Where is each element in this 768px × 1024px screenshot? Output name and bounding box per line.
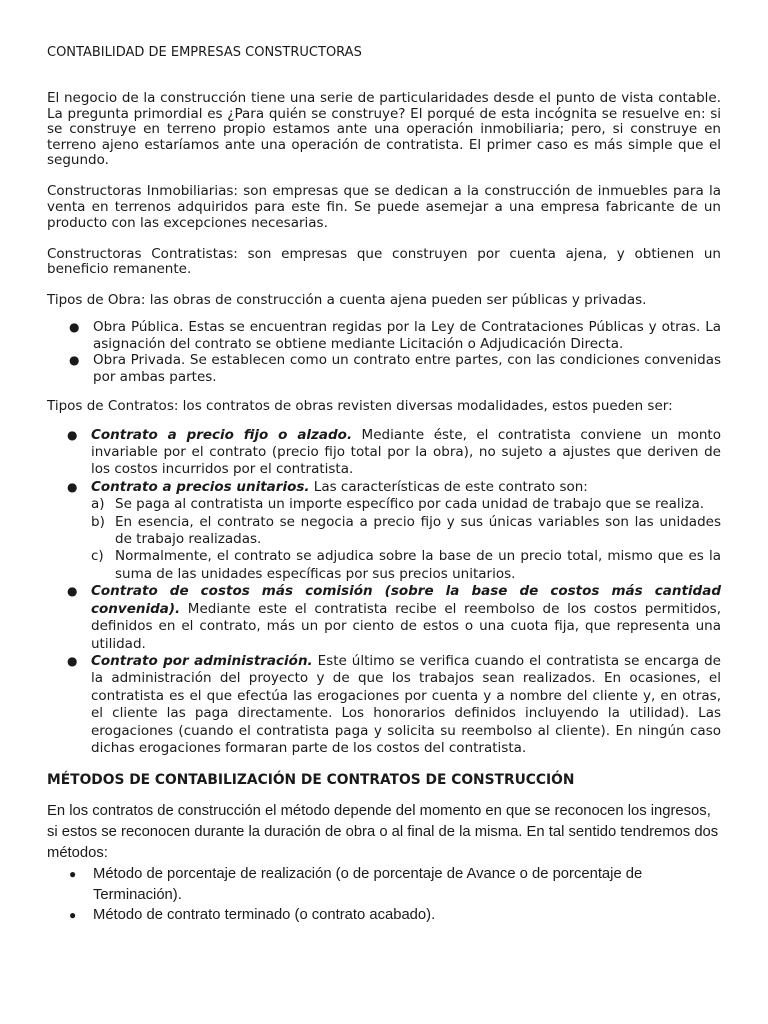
contrato-heading: Contrato por administración. [91, 652, 313, 669]
contratos-list [47, 427, 721, 758]
bullet-icon: ● [67, 427, 78, 442]
obra-privada-text: Obra Privada. Se establecen como un contrato entre partes, con las condiciones convenidas por ambas partes. [93, 352, 721, 385]
bullet-icon: ● [69, 353, 80, 368]
sub-list-item [91, 548, 721, 583]
obra-publica-text: Obra Pública. Estas se encuentran regidas por la Ley de Contrataciones Públicas y otras. La asignación del contrato se obtiene mediante Licitación o Adjudicación Directa. [93, 319, 721, 352]
bullet-icon: ● [67, 479, 78, 494]
contrato-text: Este último se verifica cuando el contratista se encarga de la administración del proyecto y de que los trabajos sean realizados. En ocasiones, el contratista es el que efectúa las erogaciones por cuenta y a nombre del cliente y, en otras, el cliente las paga directamente. Los honorarios definidos incluyendo la utilidad). Las erogaciones (cuando el contratista paga y solicita su reembolso al cliente). En ningún caso dichas erogaciones formaran parte de los costos del contratista. [91, 652, 721, 756]
metodo-text: Método de contrato terminado (o contrato acabado). [93, 907, 436, 924]
metodos-list [47, 864, 721, 926]
tipos-contratos-paragraph: Tipos de Contratos: los contratos de obras revisten diversas modalidades, estos pueden ser: [47, 398, 673, 415]
document-title: CONTABILIDAD DE EMPRESAS CONSTRUCTORAS [47, 45, 362, 60]
section-title: MÉTODOS DE CONTABILIZACIÓN DE CONTRATOS DE CONSTRUCCIÓN [47, 772, 575, 789]
contrato-text: Mediante éste, el contratista conviene un monto invariable por el contrato (precio fijo total por la obra), no sujeto a ajustes que deriven de los costos incurridos por el contratista. [91, 426, 721, 478]
list-item [47, 864, 721, 906]
inmobiliarias-paragraph: Constructoras Inmobiliarias: son empresas que se dedican a la construcción de inmuebles para la venta en terrenos adquiridos para este fin. Se puede asemejar a una empresa fabricante de un producto con las excepciones necesarias. [47, 183, 721, 231]
contrato-text: Las características de este contrato son: [309, 478, 588, 495]
sub-text: En esencia, el contrato se negocia a precio fijo y sus únicas variables son las unidades de trabajo realizadas. [115, 513, 721, 548]
list-item [47, 653, 721, 757]
contrato-heading: Contrato de costos más comisión (sobre la base de costos más cantidad convenida). [91, 583, 721, 617]
list-item [47, 427, 721, 479]
obra-list [47, 319, 721, 385]
sub-marker: c) [91, 548, 104, 565]
list-item [47, 352, 721, 385]
intro-paragraph: El negocio de la construcción tiene una serie de particularidades desde el punto de vista contable. La pregunta primordial es ¿Para quién se construye? El porqué de esta incógnita se resuelve en: si se construye en terreno propio estamos ante una operación inmobiliaria; pero, si construye en terreno ajeno estaríamos ante una operación de contratista. El primer caso es más simple que el segundo. [47, 90, 721, 169]
bullet-icon: ● [67, 584, 78, 599]
sub-text: Se paga al contratista un importe específico por cada unidad de trabajo que se realiza. [115, 496, 705, 513]
bullet-icon: ● [69, 320, 80, 335]
sub-list-item [91, 514, 721, 549]
contratistas-paragraph: Constructoras Contratistas: son empresas que construyen por cuenta ajena, y obtienen un beneficio remanente. [47, 245, 721, 278]
sub-marker: b) [91, 513, 105, 530]
contrato-text: Mediante este el contratista recibe el reembolso de los costos permitidos, definidos en el contrato, más un por ciento de estos o una cuota fija, que representa una utilidad. [91, 600, 721, 652]
bullet-icon: ● [69, 908, 77, 923]
bullet-icon: ● [67, 653, 78, 668]
contrato-heading: Contrato a precio fijo o alzado. [91, 426, 353, 443]
tipos-obra-paragraph: Tipos de Obra: las obras de construcción a cuenta ajena pueden ser públicas y privadas. [47, 292, 647, 309]
list-item [47, 905, 721, 926]
sub-marker: a) [91, 496, 105, 513]
sub-list-item [91, 496, 721, 513]
list-item [47, 479, 721, 583]
bullet-icon: ● [69, 866, 77, 881]
contrato-heading: Contrato a precios unitarios. [91, 478, 310, 495]
list-item [47, 319, 721, 352]
list-item [47, 583, 721, 653]
metodos-intro-paragraph: En los contratos de construcción el método depende del momento en que se reconocen los ingresos, si estos se reconocen durante la duración de obra o al final de la misma. En tal sentido tendremos dos métodos: [47, 803, 719, 861]
metodo-text: Método de porcentaje de realización (o de porcentaje de Avance o de porcentaje de Terminación). [93, 865, 643, 903]
sub-text: Normalmente, el contrato se adjudica sobre la base de un precio total, mismo que es la suma de las unidades específicas por sus precios unitarios. [115, 548, 721, 582]
sub-list [45, 496, 721, 583]
